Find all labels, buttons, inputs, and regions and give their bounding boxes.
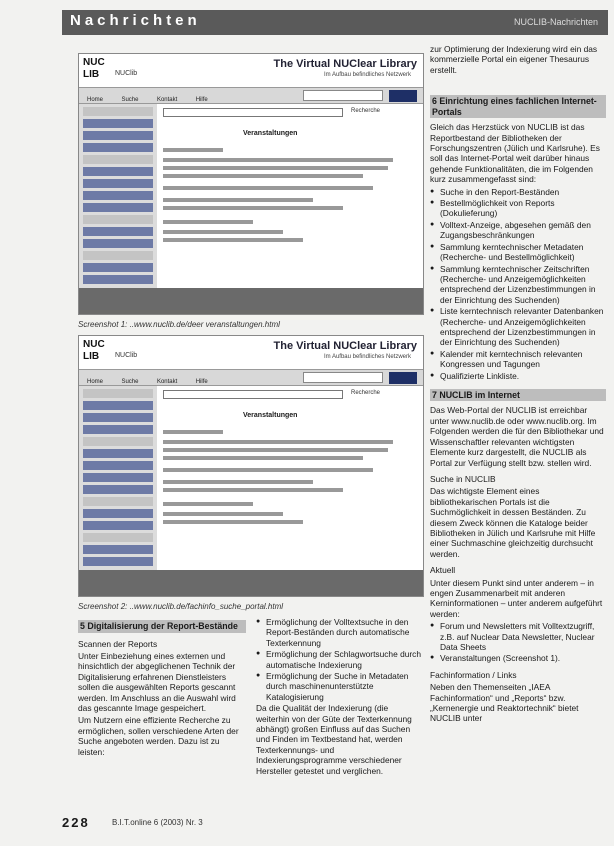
screenshot-2-nav: [79, 370, 423, 386]
screenshot-1-header: [79, 54, 423, 88]
uk-flag-icon: [389, 90, 417, 102]
caption-2: Screenshot 2: ..www.nuclib.de/fachinfo_suche_portal.html: [78, 602, 284, 611]
left-column: [78, 612, 246, 759]
list-item: ● Suche in den Report-Beständen: [430, 187, 606, 197]
screenshot-1-nav-item: Kontakt: [156, 97, 178, 103]
screenshot-1-nav: [79, 88, 423, 104]
screenshot-1-search-label: Recherche: [351, 108, 381, 114]
list-item: ● Sammlung kerntechnischer Metadaten (Recherche- und Bestellmöglichkeit): [430, 242, 606, 263]
middle-column: [256, 617, 424, 778]
uk-flag-icon: [389, 372, 417, 384]
screenshot-2-logo-sub: NUClib: [115, 352, 138, 359]
screenshot-1-nav-box: [303, 90, 383, 101]
section-header-right: NUCLIB-Nachrichten: [513, 17, 598, 27]
list-item: ● Ermöglichung der Volltextsuche in den Report-Beständen durch automatische Texterkennung: [256, 617, 424, 648]
subheading-fachinfo: Fachinformation / Links: [430, 669, 517, 680]
section-7-paragraph: Das Web-Portal der NUCLIB ist erreichbar unter www.nuclib.de oder www.nuclib.org. Im Folgenden werden die für den Bibliothekar und Wissenschaftler relevanten wichtigsten Elemente kurz dargestellt, die NUCLIB als Portal zur Verfügung stellt bzw. stellen wird.: [430, 405, 604, 468]
fachinfo-paragraph: Neben den Themenseiten „IAEA Fachinformation“ und „Reports“ bzw. „Kernenergie und Reaktortechnik“ bietet NUCLIB unter: [430, 682, 579, 724]
screenshot-2-header: [79, 336, 423, 370]
aktuell-list: [430, 621, 606, 664]
caption-1: Screenshot 1: ..www.nuclib.de/deer veranstaltungen.html: [78, 320, 280, 329]
screenshot-1-brand: The Virtual NUClear Library: [273, 58, 417, 70]
right-intro-paragraph: zur Optimierung der Indexierung wird ein das kommerzielle Portal ein eigener Thesaurus erstellt.: [430, 44, 598, 75]
screenshot-2-brand: The Virtual NUClear Library: [273, 340, 417, 352]
screenshot-2-logo: NUC LIB: [83, 339, 105, 362]
list-item: ● Forum und Newsletters mit Volltextzugriff, z.B. auf Nuclear Data Newsletter, Nuclear Data Sheets: [430, 621, 606, 652]
screenshot-1-nav-item: Suche: [121, 97, 139, 103]
section-6-heading: 6 Einrichtung eines fachlichen Internet-Portals: [430, 95, 606, 118]
screenshot-1-nav-item: Hilfe: [195, 97, 208, 103]
screenshot-1-heading: Veranstaltungen: [243, 130, 298, 137]
list-item: ● Bestellmöglichkeit von Reports (Dokulieferung): [430, 198, 606, 219]
section-6-paragraph: Gleich das Herzstück von NUCLIB ist das Reportbestand der Bibliotheken der Forschungszentren (Jülich und Karlsruhe). Es soll das Internet-Portal weit darüber hinaus gehende Funktionalitäten, die im Folgenden kurz zusammengefasst sind:: [430, 122, 600, 185]
journal-citation: B.I.T.online 6 (2003) Nr. 3: [112, 818, 203, 827]
list-item: ● Qualifizierte Linkliste.: [430, 371, 606, 381]
screenshot-2-nav-item: Kontakt: [156, 379, 178, 385]
section-5-heading: 5 Digitalisierung der Report-Bestände: [78, 620, 246, 633]
screenshot-1-main: [163, 108, 415, 284]
screenshot-2-search-input: [163, 390, 343, 399]
screenshot-1-logo: NUC LIB: [83, 57, 105, 80]
list-item: ● Volltext-Anzeige, abgesehen gemäß den Zugangsbeschränkungen: [430, 220, 606, 241]
screenshot-2-search-label: Recherche: [351, 390, 381, 396]
screenshot-2: [78, 335, 424, 597]
subheading-aktuell: Aktuell: [430, 565, 456, 576]
list-item: ● Ermöglichung der Suche in Metadaten durch maschinenunterstützte Katalogisierung: [256, 671, 424, 702]
list-item: ● Liste kerntechnisch relevanter Datenbanken (Recherche- und Anzeigemöglichkeiten entsprechend der Lizenzbestimmungen in der Einrichtung des Suchenden): [430, 306, 606, 348]
middle-paragraph: Da die Qualität der Indexierung (die weiterhin von der Güte der Texterkennung abhängt) großen Einfluss auf das Suchen und Finden im Textbestand hat, werden Texterkennungs- und Indexierungsprogramme verschiedener Hersteller getestet und verglichen.: [256, 703, 412, 776]
screenshot-2-footer: [79, 570, 423, 596]
screenshot-2-brand-sub: Im Aufbau befindliches Netzwerk: [323, 354, 411, 360]
page-number: 228: [62, 815, 90, 830]
screenshot-2-heading: Veranstaltungen: [243, 412, 298, 419]
screenshot-2-sidebar: [79, 386, 157, 570]
right-column: [430, 44, 606, 726]
screenshot-2-nav-box: [303, 372, 383, 383]
screenshot-1-search-input: [163, 108, 343, 117]
section-5-subheading: Scannen der Reports: [78, 638, 158, 649]
screenshot-1-sidebar: [79, 104, 157, 288]
aktuell-paragraph: Unter diesem Punkt sind unter anderem – in engen Zusammenarbeit mit anderen Kerninformationen – unter anderem aufgeführt werden:: [430, 577, 603, 619]
list-item: ● Veranstaltungen (Screenshot 1).: [430, 653, 606, 663]
suche-paragraph: Das wichtigste Element eines bibliothekarischen Portals ist die Suchmöglichkeit in dessen Beständen. Zu diesem Zweck können die Kataloge beider Bibliotheken in Jülich und Karlsruhe mit Hilfe einer Suchmaschine gleichzeitig durchsucht werden.: [430, 486, 596, 559]
section-5-paragraph: Um Nutzern eine effiziente Recherche zu ermöglichen, sollen verschiedene Arten der Suche angeboten werden. Dazu ist zu leisten:: [78, 715, 239, 757]
screenshot-2-nav-item: Suche: [121, 379, 139, 385]
screenshot-1-brand-sub: Im Aufbau befindliches Netzwerk: [323, 72, 411, 78]
screenshot-1: [78, 53, 424, 315]
screenshot-1-logo-sub: NUClib: [115, 70, 138, 77]
section-7-heading: 7 NUCLIB im Internet: [430, 389, 606, 402]
screenshot-2-nav-item: Hilfe: [195, 379, 208, 385]
screenshot-1-nav-item: Home: [87, 97, 104, 103]
search-features-list: [256, 617, 424, 702]
list-item: ● Kalender mit kerntechnisch relevanten Kongressen und Tagungen: [430, 349, 606, 370]
list-item: ● Ermöglichung der Schlagwortsuche durch automatische Indexierung: [256, 649, 424, 670]
screenshot-2-main: [163, 390, 415, 566]
section-header-bar: [62, 10, 608, 35]
screenshot-2-nav-item: Home: [87, 379, 104, 385]
section-5-paragraph: Unter Einbeziehung eines externen und hinsichtlich der abgeglichenen Technik der Digitalisierung erfahrenen Dienstleisters sollen die ausgewählten Reports gescannt werden. Im Anschluss an die Auswahl wird das gescannte Image gespeichert.: [78, 650, 236, 713]
screenshot-1-footer: [79, 288, 423, 314]
subheading-suche: Suche in NUCLIB: [430, 473, 496, 484]
section-title: Nachrichten: [70, 12, 201, 29]
list-item: ● Sammlung kerntechnischer Zeitschriften (Recherche- und Anzeigemöglichkeiten entsprechend der Lizenzbestimmungen in der Einrichtung des Suchenden): [430, 264, 606, 306]
portal-features-list: [430, 187, 606, 381]
